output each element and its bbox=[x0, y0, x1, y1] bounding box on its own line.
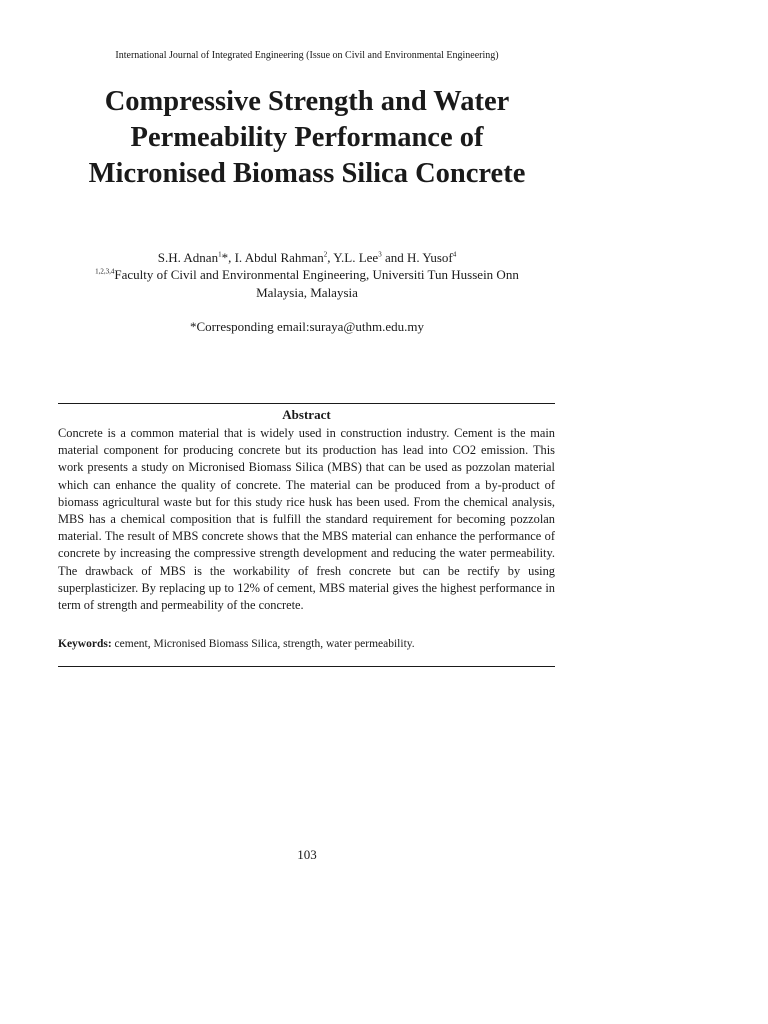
author-affiliation-mark: 3 bbox=[378, 250, 382, 259]
author-separator: , bbox=[228, 250, 235, 265]
journal-header: International Journal of Integrated Engineering (Issue on Civil and Environmental Engineering) bbox=[115, 50, 499, 61]
affiliation-line: Faculty of Civil and Environmental Engineering, Universiti Tun Hussein Onn bbox=[114, 267, 519, 282]
author-name: H. Yusof bbox=[406, 250, 453, 265]
title-line: Compressive Strength and Water bbox=[104, 86, 510, 117]
keywords bbox=[58, 636, 555, 652]
affiliation-line: Malaysia, Malaysia bbox=[256, 285, 358, 300]
author-separator: , bbox=[327, 250, 334, 265]
author-separator: and bbox=[381, 250, 407, 265]
author-affiliation-mark: 1 bbox=[218, 250, 222, 259]
abstract-top-rule bbox=[58, 403, 555, 404]
title-line: Permeability Performance of bbox=[130, 122, 484, 153]
abstract-heading: Abstract bbox=[282, 407, 331, 422]
keywords-text: cement, Micronised Biomass Silica, strength, water permeability. bbox=[111, 638, 415, 650]
abstract-body: Concrete is a common material that is widely used in construction industry. Cement is the main material component for producing concrete but its production has lead into CO2 emission. This work presents a study on Micronised Biomass Silica (MBS) that can be used as pozzolan material which can enhance the quality of concrete. The material can be produced from a by-product of biomass agricultural waste but for this study rice husk has been used. From the chemical analysis, MBS has a chemical composition that is fulfill the standard requirement for becoming pozzolan material. The result of MBS concrete shows that the MBS material can enhance the performance of concrete by increasing the compressive strength development and reducing the water permeability. The drawback of MBS is the workability of fresh concrete but can be rectify by using superplasticizer. By replacing up to 12% of cement, MBS material gives the highest performance in term of strength and permeability of the concrete. bbox=[58, 426, 555, 613]
corresponding-email: *Corresponding email:suraya@uthm.edu.my bbox=[189, 319, 424, 334]
author-affiliation-mark: 2 bbox=[323, 250, 328, 259]
abstract-bottom-rule bbox=[58, 666, 555, 667]
author-name: I. Abdul Rahman bbox=[234, 250, 324, 265]
affiliation bbox=[40, 266, 574, 302]
author-affiliation-mark: 4 bbox=[452, 250, 457, 259]
corresponding-mark: * bbox=[221, 250, 229, 265]
keywords-label: Keywords: bbox=[58, 638, 112, 650]
page-number: 103 bbox=[297, 847, 317, 862]
title-line: Micronised Biomass Silica Concrete bbox=[88, 158, 526, 189]
paper-title bbox=[40, 84, 574, 192]
author-name: Y.L. Lee bbox=[333, 250, 379, 265]
affiliation-mark: 1,2,3,4 bbox=[95, 267, 115, 276]
author-name: S.H. Adnan bbox=[157, 250, 219, 265]
author-list bbox=[0, 249, 614, 267]
